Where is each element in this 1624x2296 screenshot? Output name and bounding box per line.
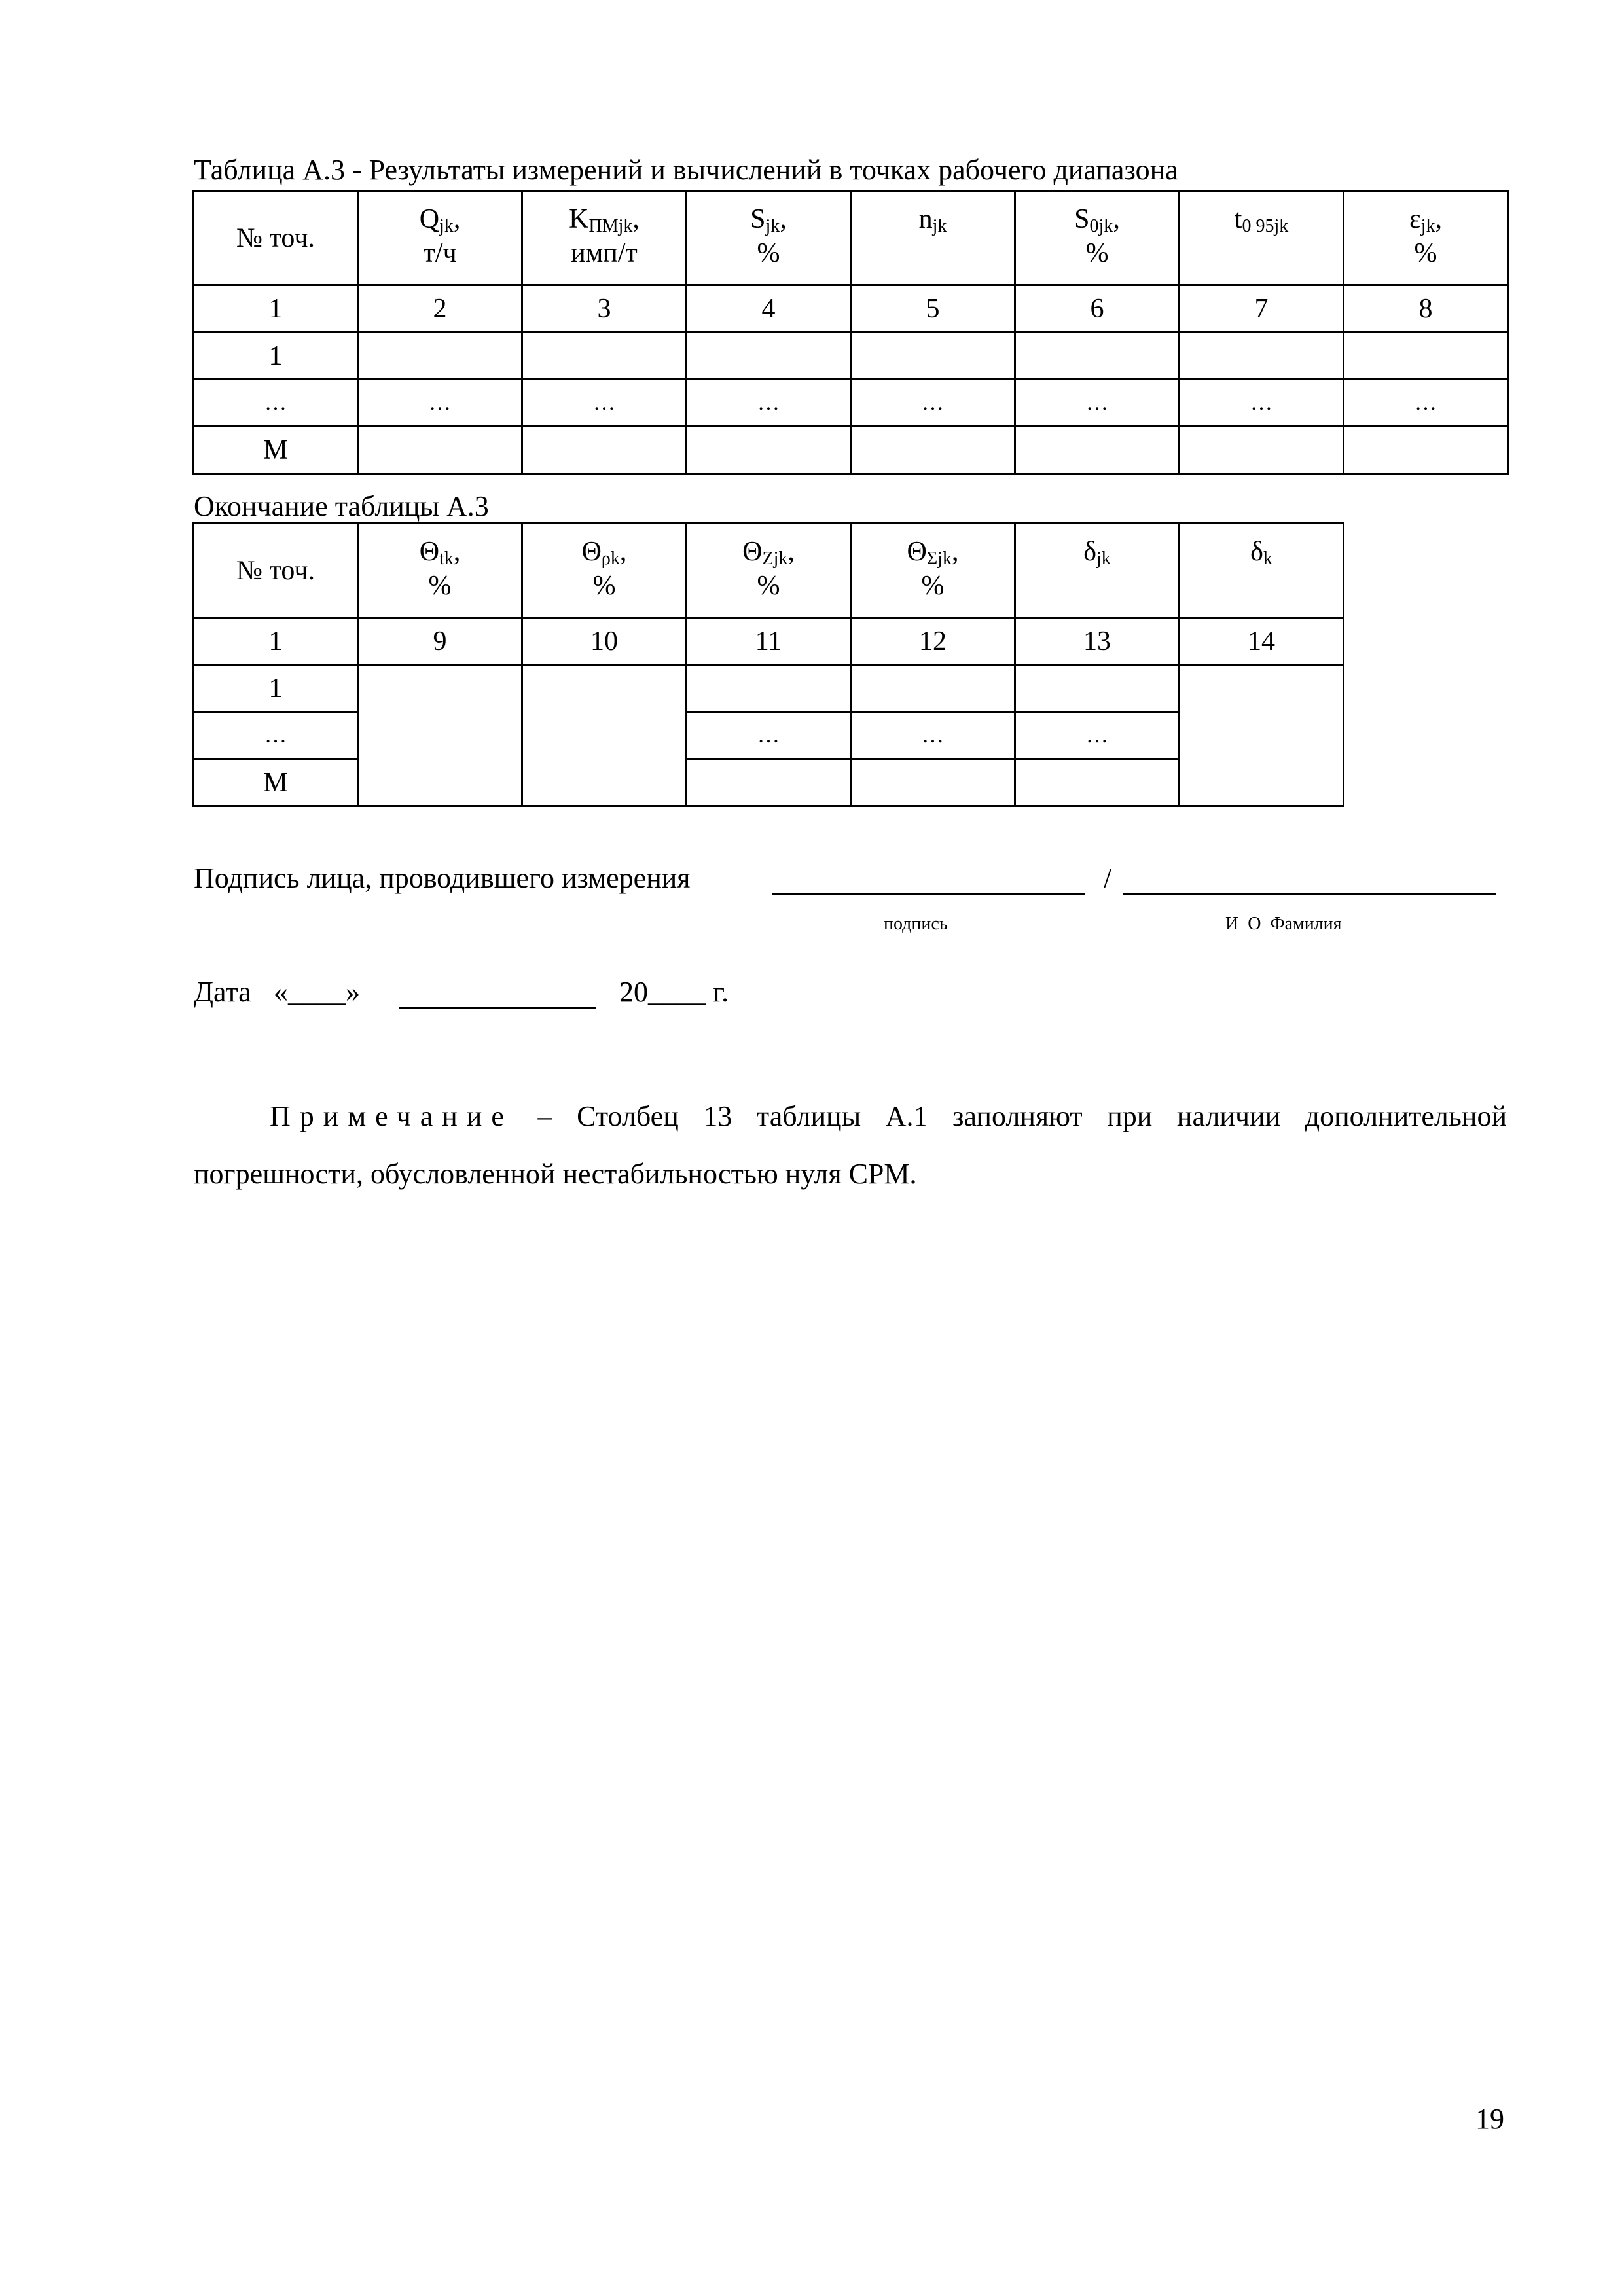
table2-header-row bbox=[194, 524, 1344, 618]
empty-cell bbox=[1015, 759, 1180, 806]
table1-title: Таблица А.3 - Результаты измерений и вычислений в точках рабочего диапазона bbox=[194, 154, 1178, 186]
ellipsis-cell: … bbox=[1015, 380, 1180, 427]
table-row bbox=[194, 665, 1344, 712]
table-row bbox=[194, 427, 1508, 474]
header-delta-k: $\delta_k$ bbox=[1180, 524, 1344, 618]
row-label: … bbox=[194, 380, 358, 427]
name-blank bbox=[1123, 893, 1496, 895]
header-s0: $S_{0jk}$, % bbox=[1015, 191, 1180, 285]
column-number: 2 bbox=[358, 285, 522, 332]
header-s: $S_{jk}$, % bbox=[687, 191, 851, 285]
table2-title: Окончание таблицы А.3 bbox=[194, 490, 489, 522]
row-label: 1 bbox=[194, 665, 358, 712]
table1-number-row bbox=[194, 285, 1508, 332]
table-row bbox=[194, 332, 1508, 380]
empty-cell bbox=[1015, 665, 1180, 712]
merged-cell bbox=[1180, 665, 1344, 806]
column-number: 14 bbox=[1180, 618, 1344, 665]
note-text: – Столбец 13 таблицы А.1 заполняют при наличии дополнительной погрешности, обусловленной нестабильностью нуля СРМ. bbox=[194, 1100, 1507, 1190]
merged-cell bbox=[522, 665, 687, 806]
ellipsis-cell: … bbox=[1015, 712, 1180, 759]
signature-label: Подпись лица, проводившего измерения bbox=[194, 862, 691, 894]
ellipsis-cell: … bbox=[358, 380, 522, 427]
table1-corner-header: № точ. bbox=[194, 191, 358, 285]
column-number: 5 bbox=[851, 285, 1015, 332]
table2-corner-header: № точ. bbox=[194, 524, 358, 618]
header-delta-jk: $\delta_{jk}$ bbox=[1015, 524, 1180, 618]
empty-cell bbox=[687, 759, 851, 806]
column-number: 3 bbox=[522, 285, 687, 332]
empty-cell bbox=[358, 427, 522, 474]
ellipsis-cell: … bbox=[687, 380, 851, 427]
header-epsilon: $\varepsilon_{jk}$, % bbox=[1344, 191, 1508, 285]
column-number: 13 bbox=[1015, 618, 1180, 665]
date-day: «____» bbox=[274, 976, 360, 1008]
note-heading: Примечание bbox=[270, 1100, 513, 1132]
column-number: 7 bbox=[1180, 285, 1344, 332]
column-number: 10 bbox=[522, 618, 687, 665]
column-number: 11 bbox=[687, 618, 851, 665]
ellipsis-cell: … bbox=[1180, 380, 1344, 427]
empty-cell bbox=[851, 332, 1015, 380]
table1-header-row bbox=[194, 191, 1508, 285]
empty-cell bbox=[522, 332, 687, 380]
table-row bbox=[194, 380, 1508, 427]
ellipsis-cell: … bbox=[1344, 380, 1508, 427]
measurement-table bbox=[192, 190, 1509, 475]
column-number: 9 bbox=[358, 618, 522, 665]
header-n: $n_{jk}$ bbox=[851, 191, 1015, 285]
page-number: 19 bbox=[1475, 2103, 1504, 2135]
column-number: 6 bbox=[1015, 285, 1180, 332]
column-number: 8 bbox=[1344, 285, 1508, 332]
column-number: 4 bbox=[687, 285, 851, 332]
row-label: … bbox=[194, 712, 358, 759]
date-label: Дата bbox=[194, 976, 251, 1008]
ellipsis-cell: … bbox=[522, 380, 687, 427]
name-caption: И О Фамилия bbox=[1225, 914, 1342, 934]
continuation-table bbox=[192, 522, 1344, 807]
date-month-blank bbox=[399, 1007, 596, 1009]
header-k: $K_{ПМjk}$, имп/т bbox=[522, 191, 687, 285]
column-number: 1 bbox=[194, 285, 358, 332]
column-number: 12 bbox=[851, 618, 1015, 665]
header-q: $Q_{jk}$, т/ч bbox=[358, 191, 522, 285]
column-number: 1 bbox=[194, 618, 358, 665]
empty-cell bbox=[1344, 332, 1508, 380]
header-theta-rho: $\Theta_{\rho k}$, % bbox=[522, 524, 687, 618]
note-paragraph bbox=[194, 1088, 1507, 1203]
empty-cell bbox=[851, 665, 1015, 712]
empty-cell bbox=[1015, 427, 1180, 474]
empty-cell bbox=[1180, 332, 1344, 380]
signature-caption: подпись bbox=[884, 914, 948, 934]
empty-cell bbox=[687, 665, 851, 712]
empty-cell bbox=[851, 427, 1015, 474]
date-year: 20____ г. bbox=[619, 976, 729, 1008]
empty-cell bbox=[1180, 427, 1344, 474]
header-t: $t_{0 95jk}$ bbox=[1180, 191, 1344, 285]
ellipsis-cell: … bbox=[687, 712, 851, 759]
row-label: M bbox=[194, 427, 358, 474]
signature-separator: / bbox=[1104, 862, 1112, 894]
header-theta-t: $\Theta_{tk}$, % bbox=[358, 524, 522, 618]
empty-cell bbox=[687, 427, 851, 474]
empty-cell bbox=[1344, 427, 1508, 474]
row-label: 1 bbox=[194, 332, 358, 380]
empty-cell bbox=[687, 332, 851, 380]
empty-cell bbox=[851, 759, 1015, 806]
ellipsis-cell: … bbox=[851, 380, 1015, 427]
header-theta-sigma: $\Theta_{\Sigma jk}$, % bbox=[851, 524, 1015, 618]
merged-cell bbox=[358, 665, 522, 806]
table2-number-row bbox=[194, 618, 1344, 665]
row-label: M bbox=[194, 759, 358, 806]
signature-blank bbox=[772, 893, 1085, 895]
header-theta-z: $\Theta_{Zjk}$, % bbox=[687, 524, 851, 618]
empty-cell bbox=[358, 332, 522, 380]
empty-cell bbox=[1015, 332, 1180, 380]
ellipsis-cell: … bbox=[851, 712, 1015, 759]
empty-cell bbox=[522, 427, 687, 474]
